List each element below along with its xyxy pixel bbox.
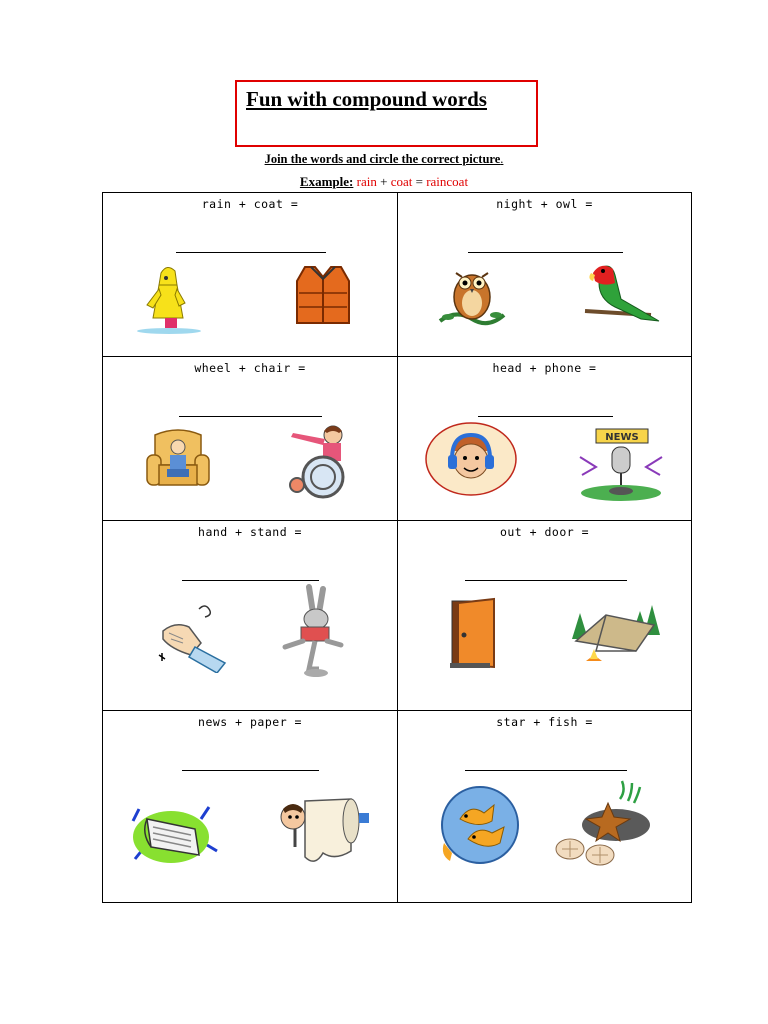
answer-line[interactable] (478, 416, 613, 417)
example-equals: = (415, 174, 423, 189)
newspaper-picture[interactable] (129, 799, 221, 871)
svg-text:NEWS: NEWS (605, 432, 639, 443)
cell-hand-stand (103, 521, 398, 711)
news-microphone-picture[interactable] (576, 427, 666, 503)
example-plus: + (380, 174, 388, 189)
instruction-period: . (500, 152, 504, 166)
tent-picture[interactable] (566, 595, 666, 671)
title-box (235, 80, 538, 147)
answer-line[interactable] (179, 416, 322, 417)
exercise-grid (102, 192, 692, 903)
equation: star + fish = (496, 715, 593, 729)
answer-line[interactable] (176, 252, 326, 253)
cell-rain-coat (103, 193, 398, 357)
parrot-picture[interactable] (581, 259, 661, 325)
cell-out-door (398, 521, 691, 711)
handstand-picture[interactable] (279, 583, 347, 679)
instruction (0, 152, 768, 167)
equation: head + phone = (492, 361, 597, 375)
wheelchair-picture[interactable] (283, 423, 355, 499)
example-result: raincoat (426, 174, 469, 189)
cell-star-fish (398, 711, 691, 902)
cell-wheel-chair (103, 357, 398, 521)
equation: night + owl = (496, 197, 593, 211)
owl-picture[interactable] (436, 259, 508, 333)
equation: rain + coat = (201, 197, 299, 211)
answer-line[interactable] (468, 252, 623, 253)
example (0, 174, 768, 190)
answer-line[interactable] (182, 580, 319, 581)
hand-picture[interactable] (155, 603, 231, 673)
equation: wheel + chair = (194, 361, 306, 375)
armchair-picture[interactable] (145, 425, 211, 495)
fish-picture[interactable] (438, 783, 526, 867)
door-picture[interactable] (450, 597, 498, 669)
starfish-picture[interactable] (552, 777, 656, 867)
equation: news + paper = (198, 715, 302, 729)
equation: hand + stand = (198, 525, 302, 539)
vest-picture[interactable] (291, 263, 355, 329)
cell-head-phone (398, 357, 691, 521)
example-word2: coat (390, 174, 413, 189)
answer-line[interactable] (182, 770, 319, 771)
page-title: Fun with compound words (246, 87, 487, 111)
answer-line[interactable] (465, 580, 627, 581)
cell-night-owl (398, 193, 691, 357)
raincoat-picture[interactable] (133, 263, 208, 338)
instruction-text: Join the words and circle the correct picture (264, 152, 501, 166)
cell-news-paper (103, 711, 398, 902)
example-word1: rain (356, 174, 377, 189)
headphones-picture[interactable] (424, 421, 518, 497)
answer-line[interactable] (465, 770, 627, 771)
paper-roll-picture[interactable] (275, 791, 371, 873)
example-label: Example: (299, 174, 354, 189)
equation: out + door = (499, 525, 590, 539)
